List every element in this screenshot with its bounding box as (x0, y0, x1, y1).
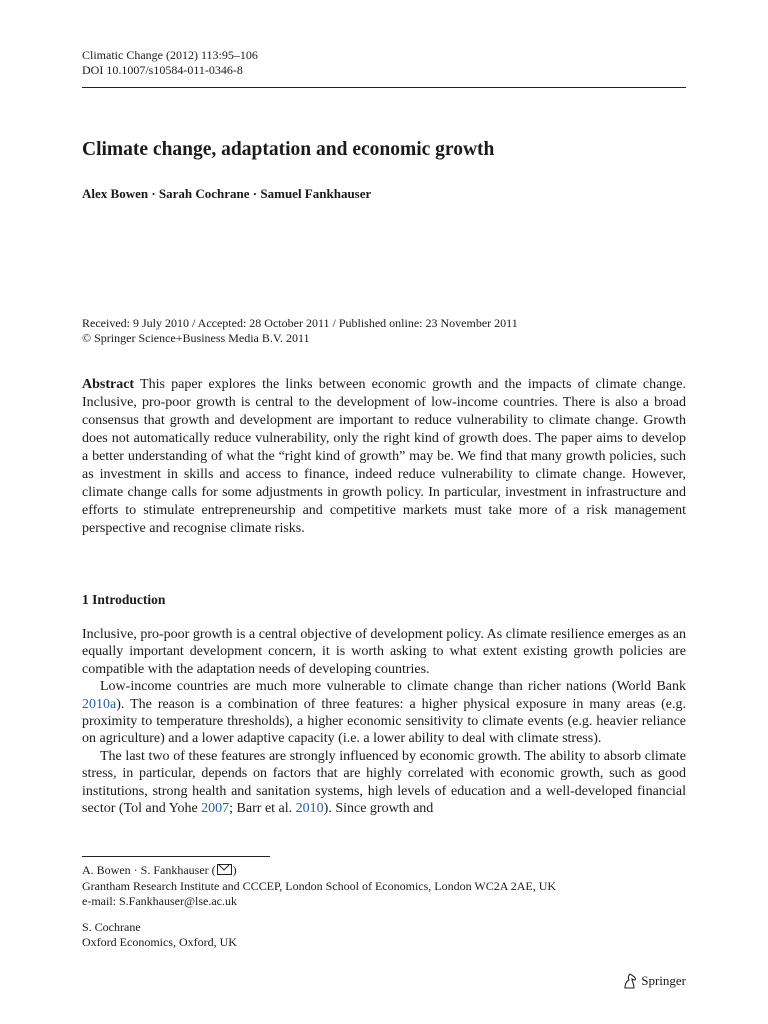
journal-doi: DOI 10.1007/s10584-011-0346-8 (82, 63, 243, 77)
publication-dates (82, 316, 518, 346)
footnote-authors-line (82, 863, 556, 879)
citation-link-barr[interactable]: 2010 (295, 801, 324, 817)
citation-link-tol-yohe[interactable]: 2007 (201, 801, 230, 817)
journal-citation: Climatic Change (2012) 113:95–106 (82, 48, 258, 62)
p3-text-c: ). Since growth and (323, 801, 434, 817)
intro-paragraph-1: Inclusive, pro-poor growth is a central objective of development policy. As climate resilience emerges as an equally important development concern, it is worth asking to what extent existing growth policies are compatible with the adaptation needs of developing countries. (82, 627, 686, 677)
footnote-authors-1: A. Bowen · S. Fankhauser ( (82, 863, 216, 877)
p2-text-a: Low-income countries are much more vulnerable to climate change than richer nations (World Bank (100, 679, 686, 695)
paper-authors: Alex Bowen · Sarah Cochrane · Samuel Fankhauser (82, 186, 372, 201)
footnote-email[interactable]: e-mail: S.Fankhauser@lse.ac.uk (82, 894, 238, 908)
footnote-affiliation-1: Grantham Research Institute and CCCEP, London School of Economics, London WC2A 2AE, UK (82, 878, 557, 893)
abstract-label: Abstract (82, 377, 135, 392)
section-heading-introduction: 1 Introduction (82, 592, 166, 607)
author-footnote (82, 863, 556, 951)
copyright-line: © Springer Science+Business Media B.V. 2011 (82, 331, 310, 345)
received-dates: Received: 9 July 2010 / Accepted: 28 October 2011 / Published online: 23 November 2011 (82, 316, 518, 330)
intro-paragraph-2 (82, 678, 686, 748)
citation-link-world-bank[interactable]: 2010a (82, 696, 117, 712)
paper-title: Climate change, adaptation and economic growth (82, 139, 495, 160)
journal-header (82, 48, 258, 78)
p3-text-a: The last two of these features are strongly influenced by economic growth. The ability to absorb climate stress, in particular, depends on factors that are highly correlated with economic growth, such as good institutions, strong health and sanitation systems, high levels of education and a well-developed financial sector (Tol and Yohe (82, 748, 686, 817)
p3-text-b: ; Barr et al. (229, 801, 296, 817)
header-rule (82, 87, 686, 88)
introduction-body (82, 626, 686, 817)
abstract (82, 376, 686, 538)
envelope-icon (217, 864, 232, 875)
p2-text-b: ). The reason is a combination of three features: a higher physical exposure in many areas (e.g. proximity to temperature thresholds), a higher economic sensitivity to climate events (e.g. heavier reliance on agriculture) and a lower adaptive capacity (i.e. a lower ability to deal with climate stress). (82, 696, 686, 747)
footnote-rule (82, 856, 270, 857)
publisher-logo (622, 972, 686, 990)
springer-horse-icon (622, 972, 638, 990)
intro-paragraph-3 (82, 748, 686, 818)
publisher-name: Springer (641, 973, 686, 988)
footnote-author-2: S. Cochrane (82, 919, 141, 934)
footnote-affiliation-2: Oxford Economics, Oxford, UK (82, 935, 237, 949)
footnote-authors-1-end: ) (232, 863, 237, 877)
abstract-text: This paper explores the links between economic growth and the impacts of climate change. Inclusive, pro-poor growth is central to the development of low-income countries. There is also a broad consensus that growth and development are important to reduce vulnerability to climate change. Growth does not automatically reduce vulnerability, only the right kind of growth does. The paper aims to develop a better understanding of what the “right kind of growth” may be. We find that many growth policies, such as investment in skills and access to finance, indeed reduce vulnerability to climate change. However, climate change calls for some adjustments in growth policy. In particular, investment in infrastructure and efforts to stimulate entrepreneurship and competitive markets must take more of a risk management perspective and recognise climate risks. (82, 377, 686, 536)
